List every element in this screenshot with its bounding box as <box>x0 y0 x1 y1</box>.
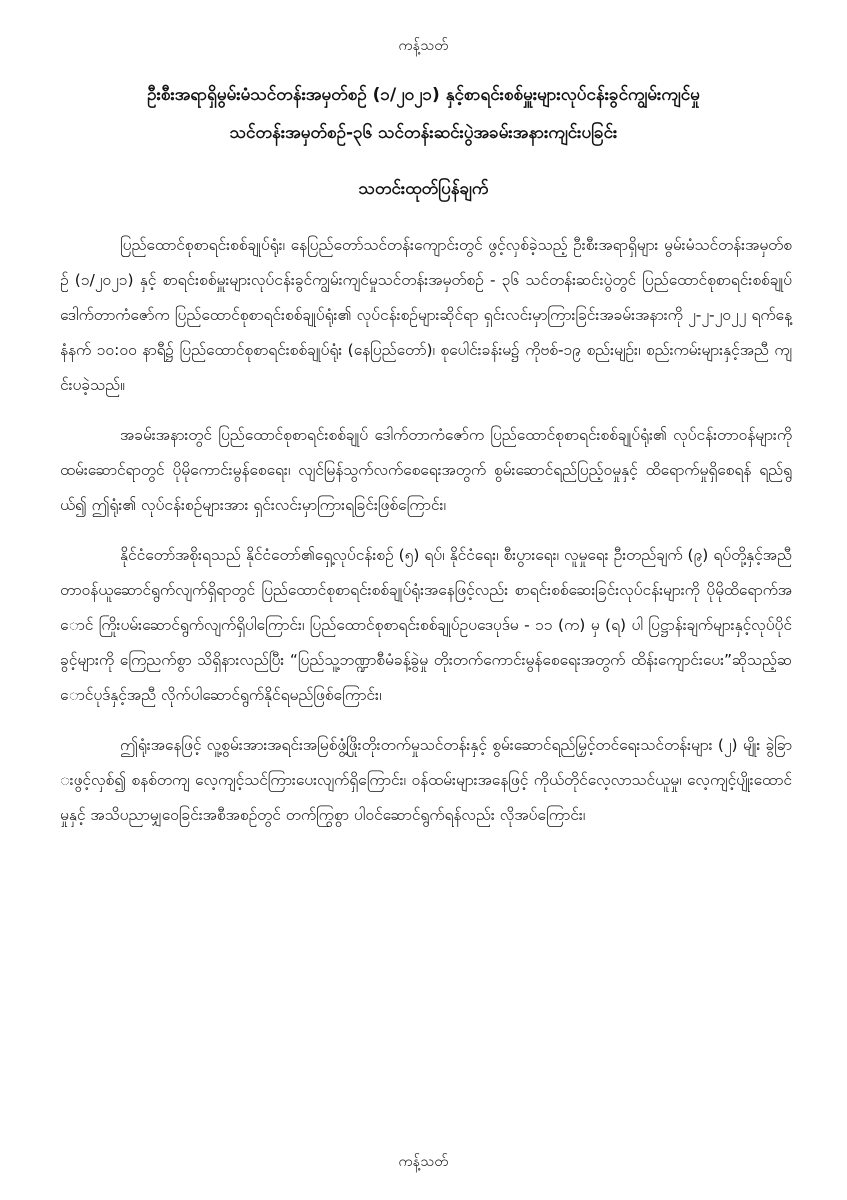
title-line-1: ဦးစီးအရာရှိမွမ်းမံသင်တန်းအမှတ်စဉ် (၁/၂၀၂၁) နှင့်စာရင်းစစ်မှူးများလုပ်ငန်းခွင်ကျွမ်းကျင်မှု <box>147 85 700 105</box>
title-line-2: သင်တန်းအမှတ်စဉ်-၃၆ သင်တန်းဆင်းပွဲအခမ်းအနားကျင်းပခြင်း <box>229 123 618 143</box>
paragraph-1: ပြည်ထောင်စုစာရင်းစစ်ချုပ်ရုံး၊ နေပြည်တော်သင်တန်းကျောင်းတွင် ဖွင့်လှစ်ခဲ့သည့် ဦးစီးအရာရှိများ မွမ်းမံသင်တန်းအမှတ်စဉ် (၁/၂၀၂၁) နှင့် စာရင်းစစ်မှူးများလုပ်ငန်းခွင်ကျွမ်းကျင်မှုသင်တန်းအမှတ်စဉ် - ၃၆ သင်တန်းဆင်းပွဲတွင် ပြည်ထောင်စုစာရင်းစစ်ချုပ် ဒေါက်တာကံဇော်က ပြည်ထောင်စုစာရင်းစစ်ချုပ်ရုံး၏ လုပ်ငန်းစဉ်များဆိုင်ရာ ရှင်းလင်းမှာကြားခြင်းအခမ်းအနားကို ၂-၂-၂၀၂၂ ရက်နေ့ နံနက် ၁၀:၀၀ နာရီ၌ ပြည်ထောင်စုစာရင်းစစ်ချုပ်ရုံး (နေပြည်တော်)၊ စုပေါင်းခန်းမ၌ ကိုဗစ်-၁၉ စည်းမျဉ်း၊ စည်းကမ်းများနှင့်အညီ ကျင်းပခဲ့သည်။ <box>60 236 792 394</box>
paragraph-2: အခမ်းအနားတွင် ပြည်ထောင်စုစာရင်းစစ်ချုပ် ဒေါက်တာကံဇော်က ပြည်ထောင်စုစာရင်းစစ်ချုပ်ရုံး၏ လုပ်ငန်းတာဝန်များကို ထမ်းဆောင်ရာတွင် ပိုမိုကောင်းမွန်စေရေး၊ လျင်မြန်သွက်လက်စေရေးအတွက် စွမ်းဆောင်ရည်ပြည့်ဝမှုနှင့် ထိရောက်မှုရှိစေရန် ရည်ရွယ်၍ ဤရုံး၏ လုပ်ငန်းစဉ်များအား ရှင်းလင်းမှာကြားရခြင်းဖြစ်ကြောင်း၊ <box>60 426 792 514</box>
header-classification: ကန့်သတ် <box>398 38 449 54</box>
footer-classification: ကန့်သတ် <box>398 1154 449 1170</box>
document-title <box>60 82 787 158</box>
press-release-heading: သတင်းထုတ်ပြန်ချက် <box>358 179 489 199</box>
document-body <box>60 228 792 848</box>
paragraph-4: ဤရုံးအနေဖြင့် လူ့စွမ်းအားအရင်းအမြစ်ဖွံ့ဖြိုးတိုးတက်မှုသင်တန်းနှင့် စွမ်းဆောင်ရည်မြှင့်တင်ရေးသင်တန်းများ (၂) မျိုး ခွဲခြားဖွင့်လှစ်၍ စနစ်တကျ လေ့ကျင့်သင်ကြားပေးလျက်ရှိကြောင်း၊ ဝန်ထမ်းများအနေဖြင့် ကိုယ်တိုင်လေ့လာသင်ယူမှု၊ လေ့ကျင့်ပျိုးထောင်မှုနှင့် အသိပညာမျှဝေခြင်းအစီအစဉ်တွင် တက်ကြွစွာ ပါဝင်ဆောင်ရွက်ရန်လည်း လိုအပ်ကြောင်း၊ <box>60 736 792 824</box>
paragraph-3: နိုင်ငံတော်အစိုးရသည် နိုင်ငံတော်၏ရှေ့လုပ်ငန်းစဉ် (၅) ရပ်၊ နိုင်ငံရေး၊ စီးပွားရေး၊ လူမှုရေး ဦးတည်ချက် (၉) ရပ်တို့နှင့်အညီ တာဝန်ယူဆောင်ရွက်လျက်ရှိရာတွင် ပြည်ထောင်စုစာရင်းစစ်ချုပ်ရုံးအနေဖြင့်လည်း စာရင်းစစ်ဆေးခြင်းလုပ်ငန်းများကို ပိုမိုထိရောက်အောင် ကြိုးပမ်းဆောင်ရွက်လျက်ရှိပါကြောင်း၊ ပြည်ထောင်စုစာရင်းစစ်ချုပ်ဥပဒေပုဒ်မ - ၁၁ (က) မှ (ရ) ပါ ပြဋ္ဌာန်းချက်များနှင့်လုပ်ပိုင်ခွင့်များကို ကြေညက်စွာ သိရှိနားလည်ပြီး “ပြည်သူ့ဘဏ္ဍာစီမံခန့်ခွဲမှု တိုးတက်ကောင်းမွန်စေရေးအတွက် ထိန်းကျောင်းပေး”ဆိုသည့်ဆောင်ပုဒ်နှင့်အညီ လိုက်ပါဆောင်ရွက်နိုင်ရမည်ဖြစ်ကြောင်း၊ <box>60 546 792 704</box>
